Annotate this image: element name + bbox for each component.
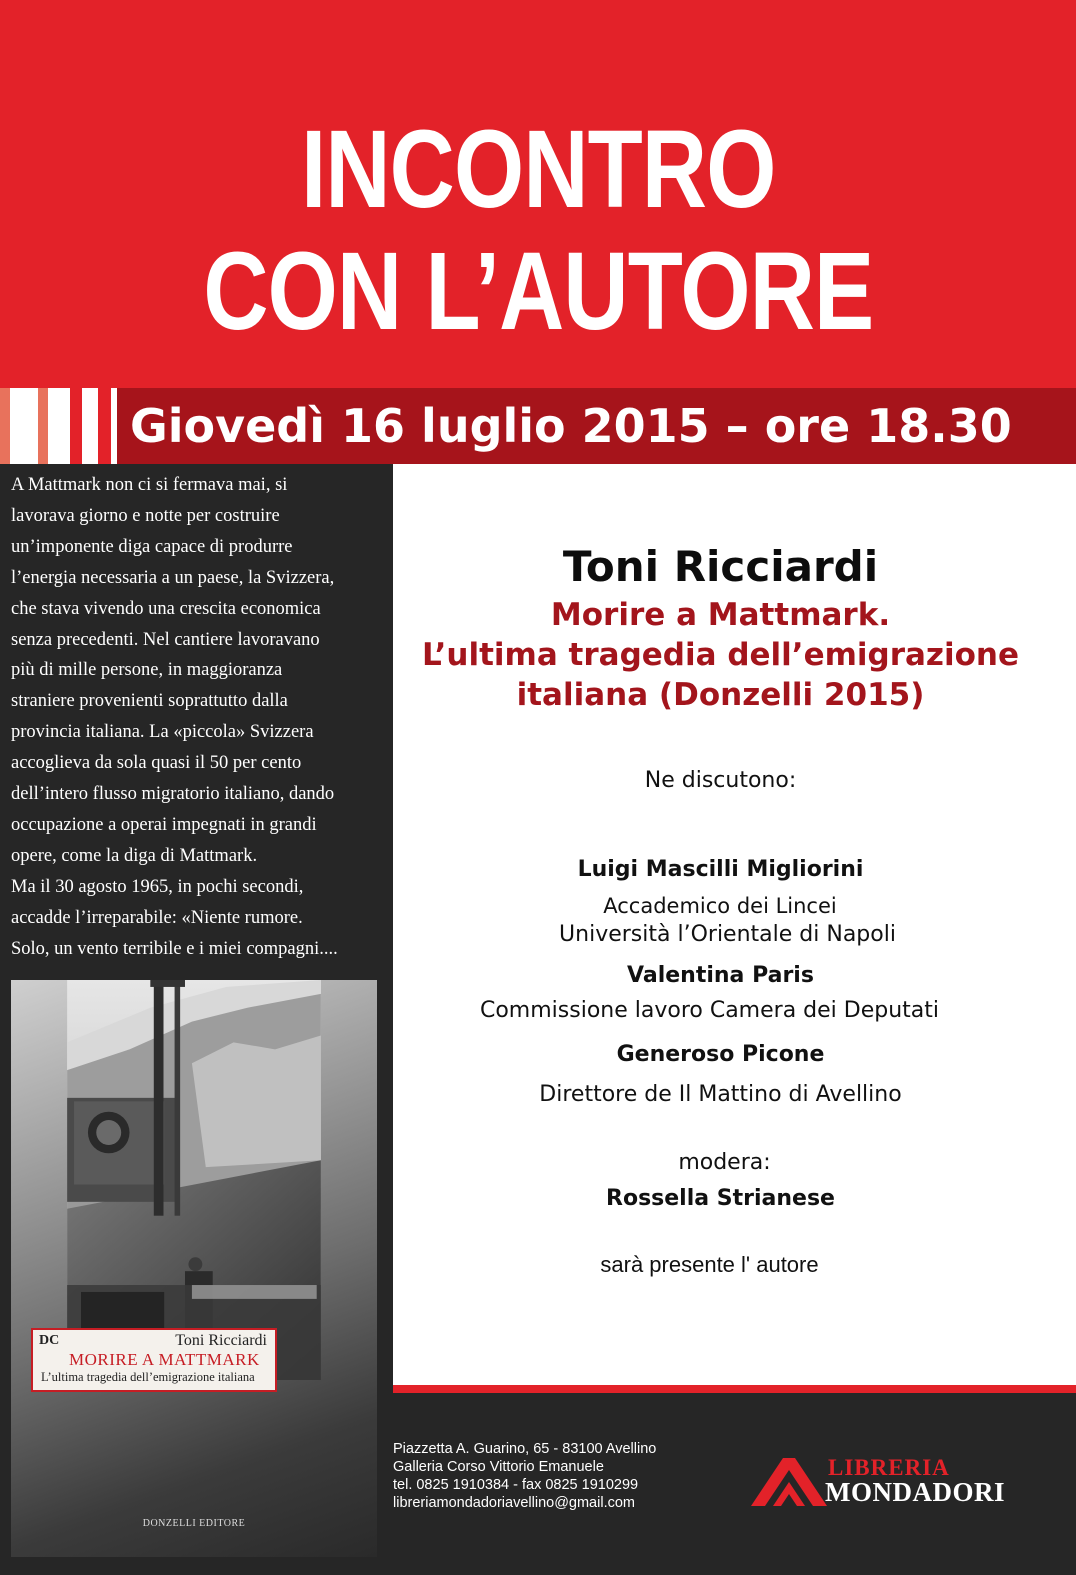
moderator-label: modera: <box>678 1150 771 1175</box>
footer-divider <box>393 1385 1076 1393</box>
book-title-line-3: italiana (Donzelli 2015) <box>516 677 925 713</box>
book-blurb: A Mattmark non ci si fermava mai, si lavorava giorno e notte per costruire un’imponente diga capace di produrre l’energia necessaria a un paese, la Svizzera, che stava vivendo una crescita economica senza precedenti. Nel cantiere lavoravano più di mille persone, in maggioranza straniere provenienti soprattutto dalla provincia italiana. La «piccola» Svizzera accoglieva da sola quasi il 50 per cento dell’intero flusso migratorio italiano, dando occupazione a operai impegnati in grandi opere, come la diga di Mattmark. Ma il 30 agosto 1965, in pochi secondi, accadde l’irreparabile: «Niente rumore. Solo, un vento terribile e i miei compagni.... <box>11 475 338 959</box>
author-name: Toni Ricciardi <box>562 542 879 591</box>
speaker-name: Generoso Picone <box>616 1042 825 1067</box>
discussants-label: Ne discutono: <box>644 768 797 793</box>
speaker-name: Luigi Mascilli Migliorini <box>577 857 864 882</box>
publisher-logo-icon: DC <box>39 1333 60 1348</box>
stripe-decoration <box>70 388 82 464</box>
cover-subtitle: L’ultima tragedia dell’emigrazione italiana <box>41 1370 255 1384</box>
cover-author: Toni Ricciardi <box>175 1332 267 1349</box>
footer <box>393 1393 1076 1575</box>
headline-line-2: CON L’AUTORE <box>203 230 874 353</box>
speaker-name: Valentina Paris <box>627 963 814 988</box>
logo-text-mondadori: MONDADORI <box>825 1477 1005 1507</box>
cover-title: MORIRE A MATTMARK <box>69 1350 260 1369</box>
stripe-decoration <box>38 388 48 464</box>
stripe-decoration <box>111 388 117 464</box>
event-date: Giovedì 16 luglio 2015 – ore 18.30 <box>130 399 1012 453</box>
headline-line-1: INCONTRO <box>301 108 776 231</box>
speaker-role: Direttore de Il Mattino di Avellino <box>539 1082 902 1107</box>
stripe-decoration <box>82 388 98 464</box>
speaker-role: Università l’Orientale di Napoli <box>559 922 896 947</box>
stripe-decoration <box>98 388 111 464</box>
book-title-line-1: Morire a Mattmark. <box>550 597 891 633</box>
stripe-decoration <box>48 388 70 464</box>
bookstore-address: Piazzetta A. Guarino, 65 - 83100 Avellino Galleria Corso Vittorio Emanuele tel. 0825 1910384 - fax 0825 1910299 libreriamondadoriavellino@gmail.com <box>393 1441 657 1511</box>
header-banner <box>0 0 1076 388</box>
speaker-role: Commissione lavoro Camera dei Deputati <box>479 998 939 1023</box>
cover-photo-illustration <box>11 980 377 1380</box>
speaker-role: Accademico dei Lincei <box>603 894 837 918</box>
cover-publisher: DONZELLI EDITORE <box>142 1518 246 1529</box>
book-cover-image <box>11 980 377 1557</box>
moderator-name: Rossella Strianese <box>606 1186 835 1211</box>
cover-title-label <box>31 1328 277 1392</box>
author-present-note: sarà presente l' autore <box>600 1252 819 1277</box>
mondadori-logo-icon <box>749 1456 829 1508</box>
logo-text-libreria: LIBRERIA <box>828 1455 950 1480</box>
stripe-decoration <box>0 388 10 464</box>
stripe-decoration <box>10 388 38 464</box>
book-title-line-2: L’ultima tragedia dell’emigrazione <box>422 637 1019 673</box>
date-bar <box>0 388 1076 464</box>
